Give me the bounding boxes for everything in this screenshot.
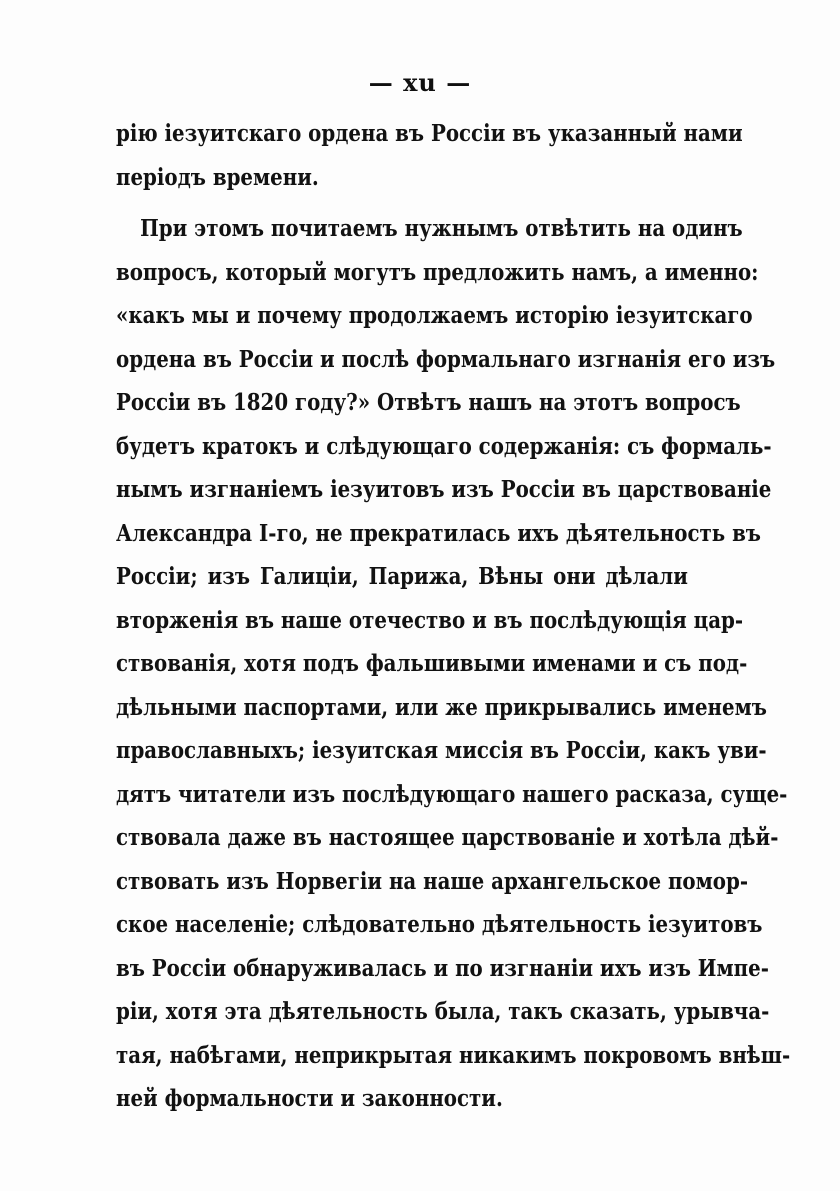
text-line: рію іезуитскаго ордена въ Россіи въ указанный нами — [116, 120, 743, 147]
text-line: періодъ времени. — [116, 163, 319, 191]
text-line: При этомъ почитаемъ нужнымъ отвѣтить на одинъ — [140, 215, 743, 242]
text-line: дѣльными паспортами, или же прикрывались именемъ — [116, 693, 767, 721]
text-line: ствовала даже въ настоящее царствованіе и хотѣла дѣй- — [116, 824, 779, 851]
text-line: вопросъ, который могутъ предложить намъ, а именно: — [116, 258, 759, 286]
paragraph-1 — [116, 112, 743, 199]
text-line: ордена въ Россіи и послѣ формальнаго изгнанія его изъ — [116, 345, 776, 373]
text-line: Россіи въ 1820 году?» Отвѣтъ нашъ на этотъ вопросъ — [116, 389, 741, 416]
text-line: Александра I-го, не прекратилась ихъ дѣятельность въ — [116, 519, 761, 547]
text-line: православныхъ; іезуитская миссія въ Россіи, какъ уви- — [116, 737, 767, 764]
text-line: будетъ кратокъ и слѣдующаго содержанія: съ формаль- — [116, 432, 772, 460]
paragraph-2 — [116, 207, 791, 1121]
text-line: ское населеніе; слѣдовательно дѣятельность іезуитовъ — [116, 911, 763, 938]
text-line: нымъ изгнаніемъ іезуитовъ изъ Россіи въ царствованіе — [116, 476, 772, 503]
text-line: тая, набѣгами, неприкрытая никакимъ покровомъ внѣш- — [116, 1041, 791, 1069]
text-line: ствовать изъ Норвегіи на наше архангельское помор- — [116, 867, 749, 895]
text-line: дятъ читатели изъ послѣдующаго нашего расказа, суще- — [116, 780, 788, 808]
text-line: ріи, хотя эта дѣятельность была, такъ сказать, урывча- — [116, 998, 770, 1025]
body-text — [116, 112, 791, 1121]
text-line: въ Россіи обнаруживалась и по изгнаніи ихъ изъ Импе- — [116, 954, 769, 982]
text-line: ствованія, хотя подъ фальшивыми именами и съ под- — [116, 650, 748, 677]
text-line: вторженія въ наше отечество и въ послѣдующія цар- — [116, 606, 744, 634]
text-line: «какъ мы и почему продолжаемъ исторію іезуитскаго — [116, 302, 753, 329]
page-number: — xu — — [368, 68, 472, 97]
text-line: ней формальности и законности. — [116, 1085, 503, 1112]
text-line: Россіи; изъ Галиціи, Парижа, Вѣны они дѣлали — [116, 563, 688, 590]
